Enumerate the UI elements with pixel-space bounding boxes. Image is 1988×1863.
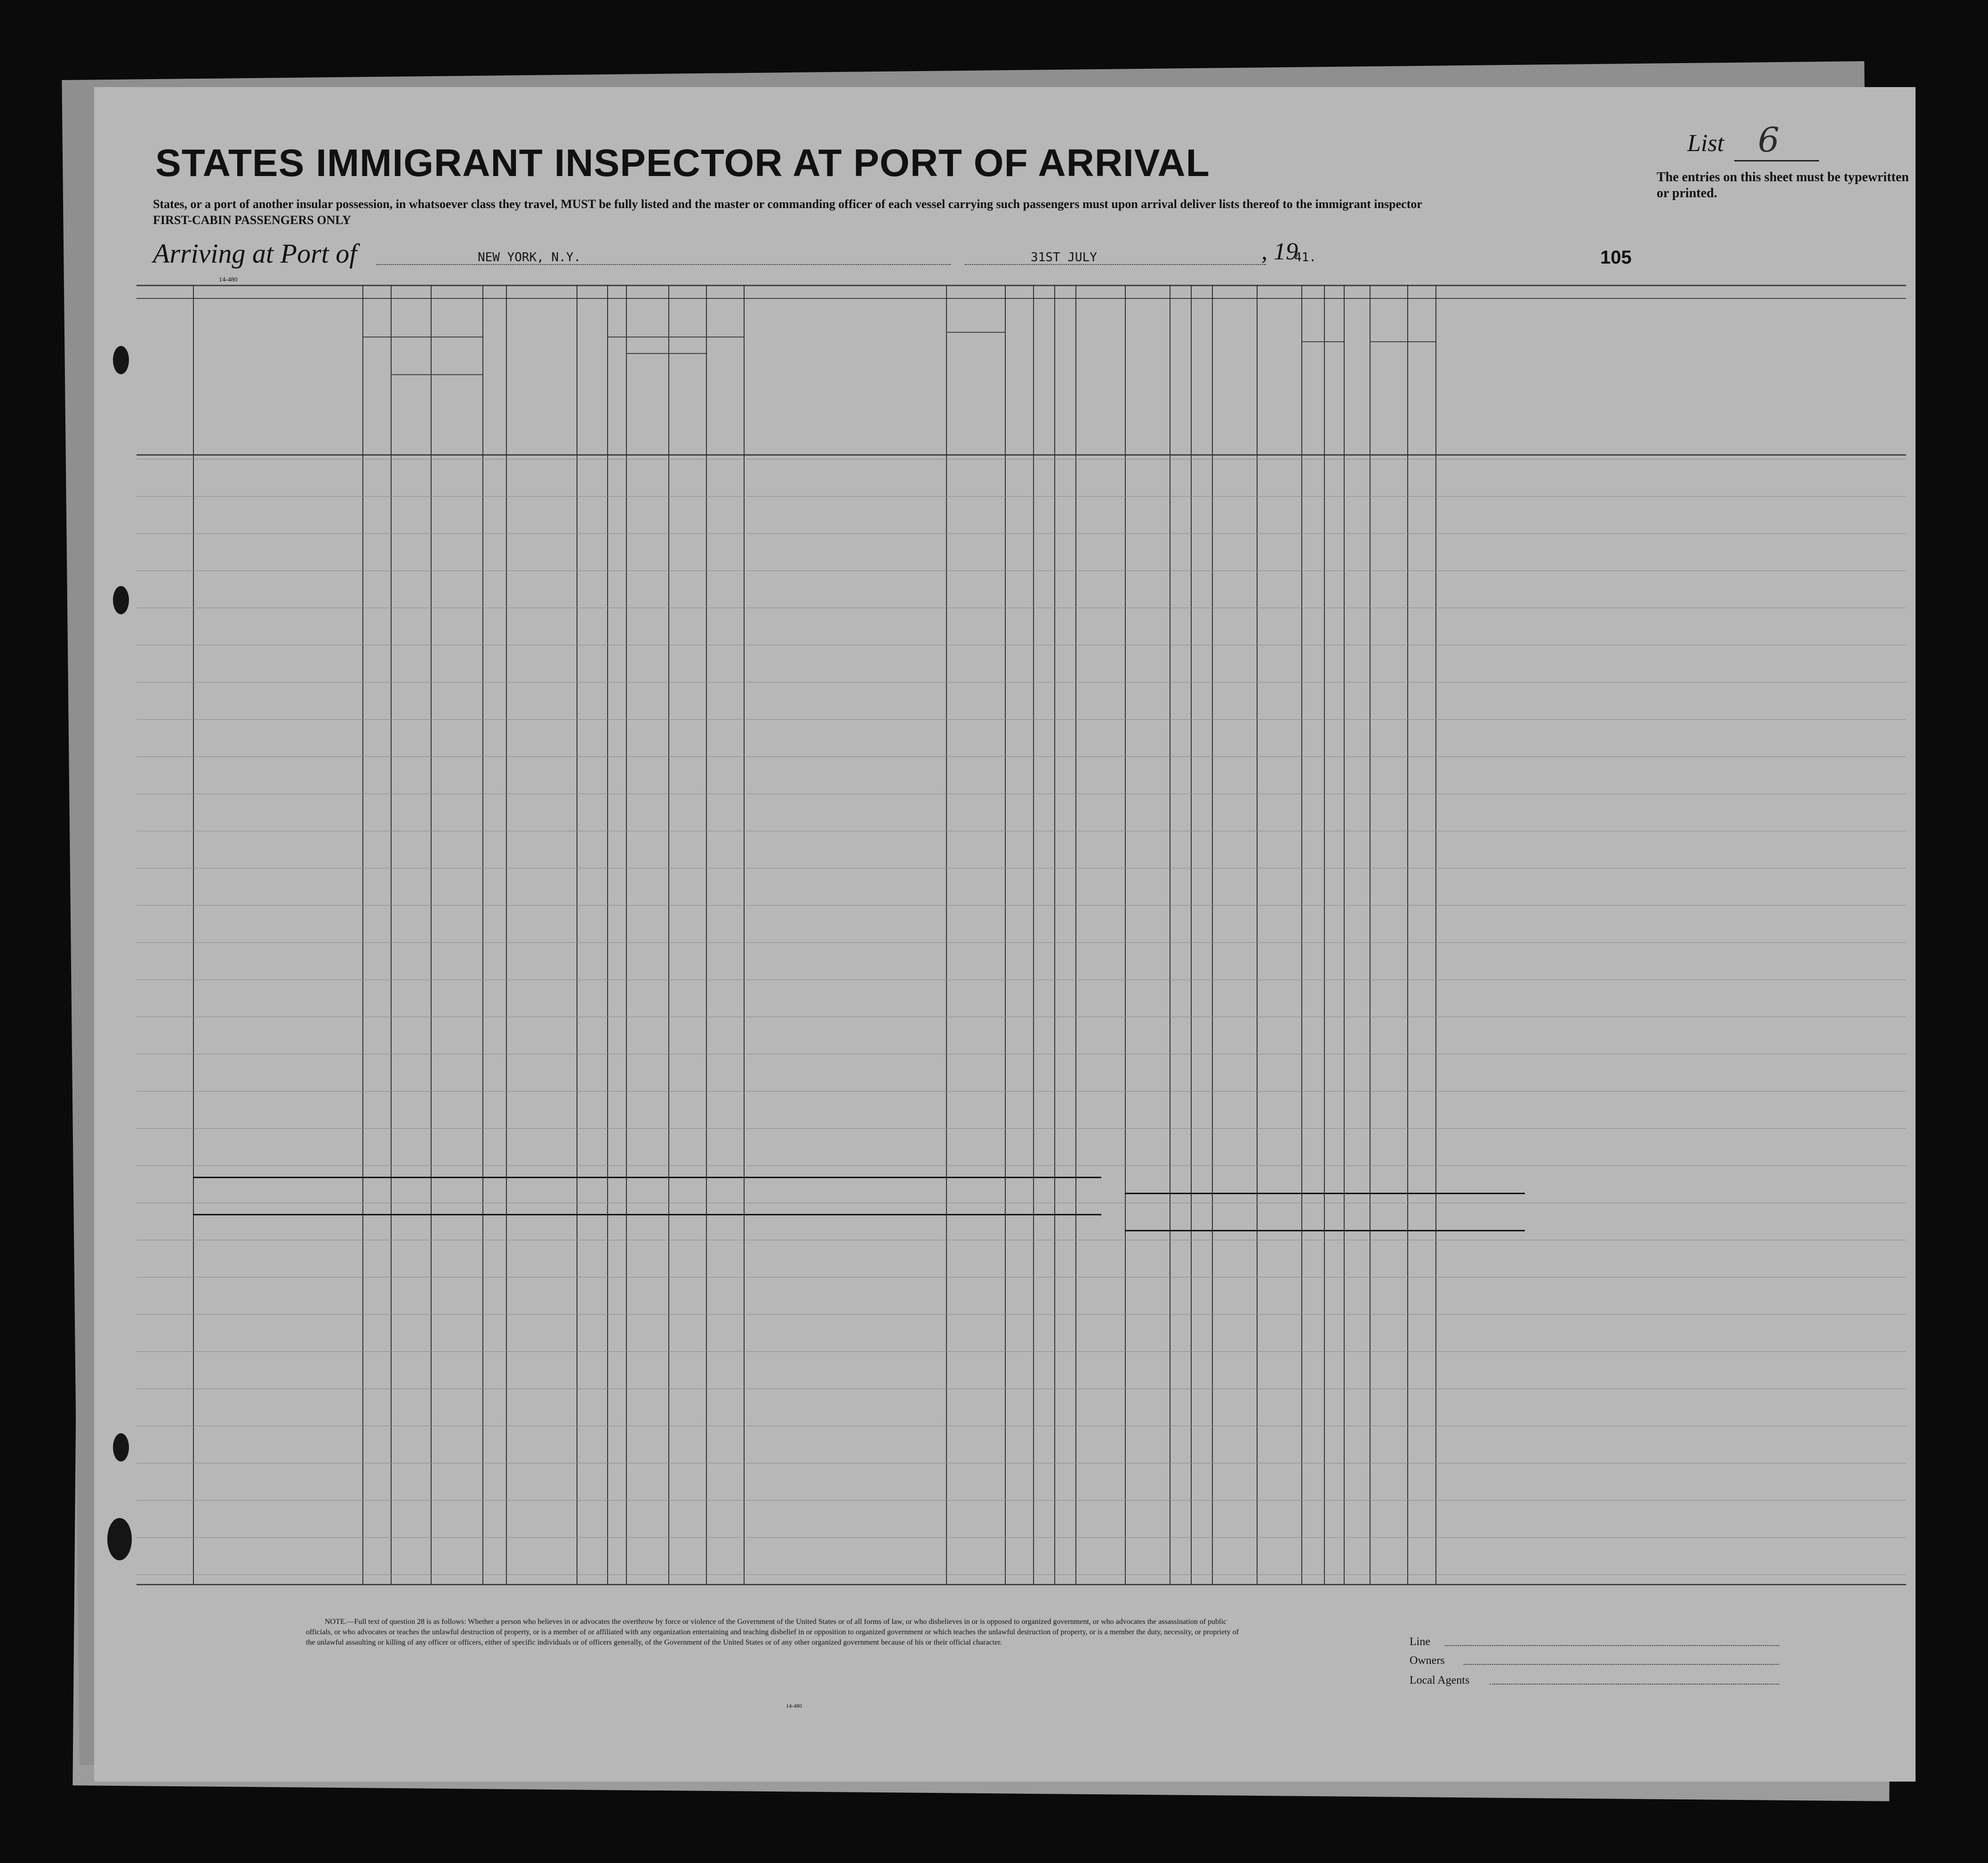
row-rule	[136, 1500, 1906, 1501]
row-rule	[136, 1128, 1906, 1129]
column-rule	[431, 285, 432, 1584]
column-rule	[1257, 285, 1258, 1584]
header-foreign-country	[364, 351, 389, 445]
column-rule	[706, 285, 707, 1584]
column-rule	[946, 285, 947, 1584]
port-line	[377, 264, 951, 265]
column-rule	[1191, 285, 1192, 1584]
row-rule	[136, 719, 1906, 720]
footer-form-code: 14-480	[786, 1702, 802, 1709]
header-possession-50	[578, 304, 606, 447]
line-field	[1445, 1645, 1779, 1646]
header-state	[392, 384, 429, 407]
header-last-departure	[707, 355, 742, 435]
header-purpose	[947, 304, 1003, 332]
header-col-27	[1056, 304, 1074, 447]
header-col-31	[1192, 304, 1210, 447]
header-hair	[1371, 379, 1406, 407]
header-eyes	[1409, 379, 1434, 407]
header-marks	[1437, 327, 1905, 388]
list-underline	[1734, 160, 1819, 161]
line-label: Line	[1410, 1636, 1430, 1648]
binder-hole	[107, 1518, 132, 1560]
column-rule	[1407, 285, 1408, 1584]
column-rule	[744, 285, 745, 1584]
row-rule	[136, 1537, 1906, 1538]
header-in-usa	[392, 341, 481, 365]
header-col-26	[1034, 304, 1053, 447]
header-complexion	[1345, 341, 1368, 435]
header-col-30	[1171, 304, 1189, 447]
row-rule	[136, 1165, 1906, 1166]
header-color-of	[1371, 313, 1434, 337]
subheader-rule	[626, 353, 706, 354]
column-rule	[1054, 285, 1055, 1584]
row-rule	[136, 905, 1906, 906]
subheader-rule	[391, 374, 482, 375]
instruction-text: States, or a port of another insular possession, in whatsoever class they travel, MUST be fully listed and the master or commanding officer of each vessel carrying such passengers must upon arrival deliver lists thereof to the immigrant inspector	[153, 197, 1422, 211]
row-rule	[136, 1091, 1906, 1092]
header-passage-paid	[507, 313, 575, 445]
column-rule	[1075, 285, 1076, 1584]
row-rule	[136, 682, 1906, 683]
column-rule	[193, 285, 194, 1584]
header-col-28	[1077, 304, 1123, 447]
column-rule	[391, 285, 392, 1584]
row-rule	[136, 570, 1906, 571]
header-deformed	[1258, 332, 1300, 445]
column-rule	[1344, 285, 1345, 1584]
form-code: 14-480	[219, 276, 238, 283]
header-feet	[1303, 369, 1323, 447]
column-rule	[1212, 285, 1213, 1584]
header-final-destination	[364, 304, 481, 337]
owners-field	[1464, 1664, 1779, 1665]
column-rule	[506, 285, 507, 1584]
column-rule	[1005, 285, 1006, 1584]
column-rule	[1301, 285, 1302, 1584]
typewritten-note: The entries on this sheet must be typewritten or printed.	[1657, 170, 1909, 201]
header-going-to-join	[745, 332, 945, 435]
header-height	[1303, 313, 1342, 337]
header-inches	[1325, 369, 1342, 447]
binder-hole	[113, 1433, 129, 1461]
row-rule	[136, 942, 1906, 943]
row-rule	[136, 1351, 1906, 1352]
header-yes-no	[609, 365, 625, 407]
year-suffix: 41.	[1294, 250, 1316, 265]
strike-line	[193, 1177, 1101, 1178]
header-where	[670, 374, 705, 398]
header-health	[1213, 332, 1255, 445]
column-rule	[1033, 285, 1034, 1584]
binder-hole	[113, 346, 129, 374]
subheader-rule	[946, 332, 1005, 333]
column-rule	[668, 285, 669, 1584]
list-number: 6	[1758, 120, 1780, 160]
column-rule	[482, 285, 483, 1584]
agents-label: Local Agents	[1410, 1674, 1470, 1686]
manifest-table	[136, 285, 1906, 1584]
header-year	[627, 360, 667, 426]
manifest-sheet	[94, 87, 1916, 1782]
date-line	[965, 264, 1266, 265]
row-rule	[136, 1314, 1906, 1315]
column-rule	[607, 285, 608, 1584]
header-relative-address	[194, 327, 361, 445]
arriving-label: Arriving at Port of	[153, 238, 357, 269]
row-rule	[136, 496, 1906, 497]
sheet-number: 105	[1600, 247, 1632, 268]
form-title: STATES IMMIGRANT INSPECTOR AT PORT OF ARRIVAL	[155, 142, 1210, 185]
header-no-on-list	[138, 313, 192, 445]
strike-line	[1125, 1230, 1525, 1231]
footer-note: NOTE.—Full text of question 28 is as follows: Whether a person who believes in or advocates the overthrow by force or violence of the Government of the United States or of all forms of law, or who disbelieves in or is opposed to organized government, or who advocates the assassination of public officials, or who advocates or teaches the unlawful destruction of property, or is a member of or affiliated with any organization entertaining and teaching disbelief in or opposition to organized government or which teaches the unlawful destruction of property, or is a member the duty, necessity, or propriety of the unlawful assaulting or killing of any officer or officers, either of specific individuals or of officers generally, of the Government of the United States or of any other organized government because of his or their official character.	[306, 1618, 1239, 1646]
row-rule	[136, 756, 1906, 757]
port-value: NEW YORK, N.Y.	[478, 250, 581, 265]
year-prefix: , 19	[1261, 238, 1298, 265]
row-rule	[136, 533, 1906, 534]
column-rule	[1324, 285, 1325, 1584]
column-rule	[626, 285, 627, 1584]
strike-line	[1125, 1193, 1525, 1194]
subheader-rule	[1301, 341, 1344, 342]
column-rule	[1435, 285, 1436, 1584]
strike-line	[193, 1214, 1101, 1215]
list-label: List	[1687, 130, 1724, 157]
header-city	[432, 384, 481, 407]
header-col-25	[1006, 304, 1032, 447]
date-value: 31ST JULY	[1031, 250, 1097, 265]
header-ticket	[484, 304, 505, 447]
subheader-rule	[1370, 341, 1435, 342]
binder-hole	[113, 586, 129, 614]
agents-field	[1490, 1684, 1779, 1685]
row-rule	[136, 1574, 1906, 1575]
owners-label: Owners	[1410, 1654, 1445, 1667]
header-ever-before	[609, 304, 742, 337]
column-rule	[1125, 285, 1126, 1584]
header-col-29	[1126, 304, 1168, 447]
header-if-yes	[627, 337, 705, 351]
column-rule	[1370, 285, 1371, 1584]
class-line: FIRST-CABIN PASSENGERS ONLY	[153, 213, 351, 227]
column-rule	[362, 285, 363, 1584]
